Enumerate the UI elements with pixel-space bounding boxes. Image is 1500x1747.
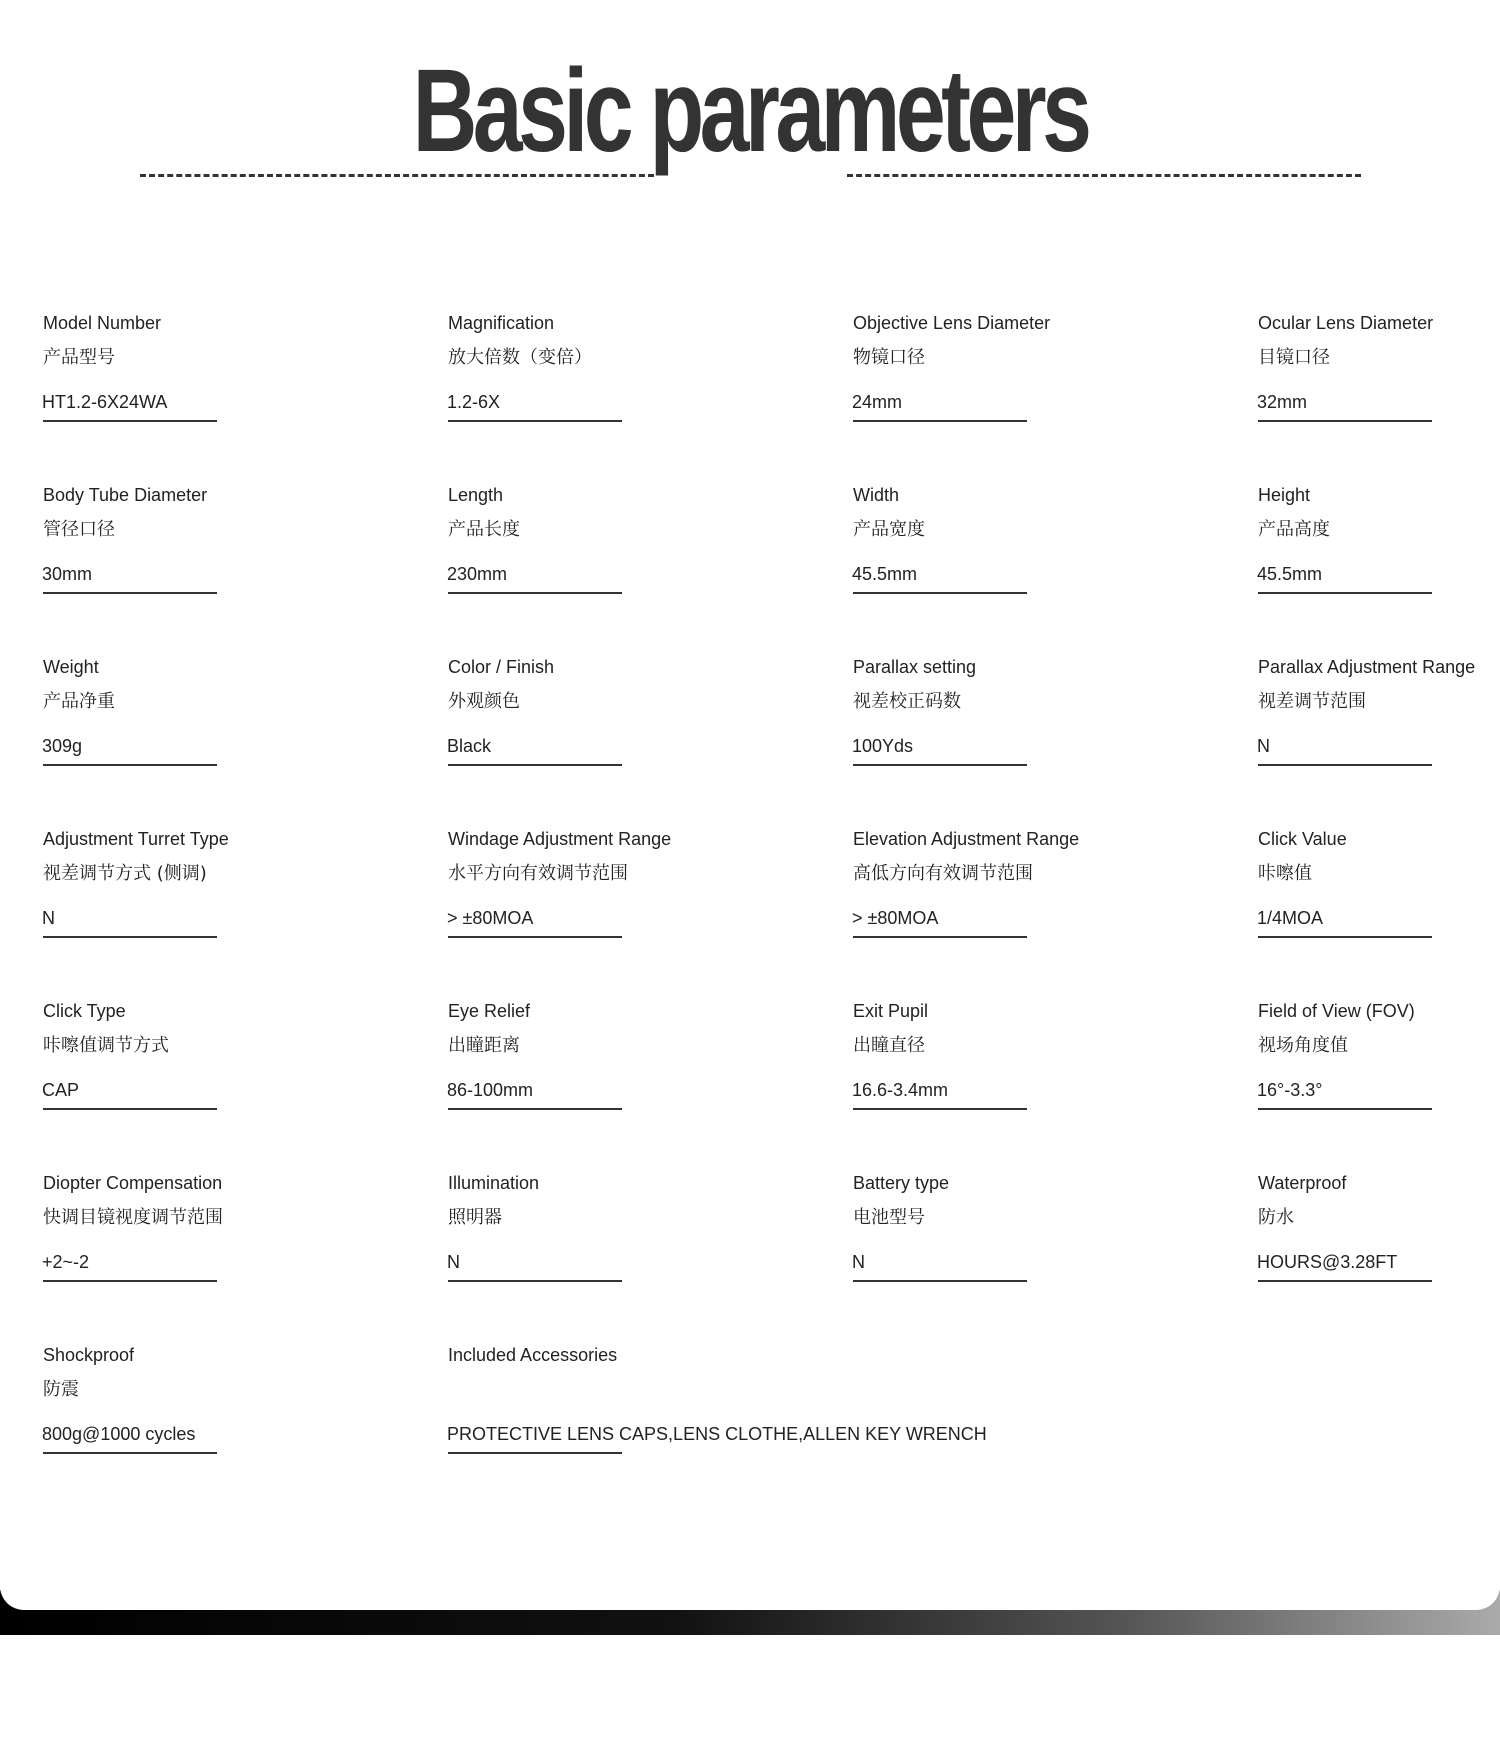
- parameter-value: N: [852, 1252, 865, 1272]
- parameter-name-en: Click Type: [43, 1001, 126, 1021]
- parameter-name-cn: 目镜口径: [1258, 347, 1330, 368]
- value-underline: [43, 420, 217, 422]
- value-underline: [1258, 1280, 1432, 1282]
- parameter-name-cn: 咔嚓值调节方式: [43, 1035, 169, 1056]
- parameter-value: 800g@1000 cycles: [42, 1424, 196, 1444]
- parameter-name-cn: 防震: [43, 1379, 79, 1400]
- value-underline: [448, 1452, 622, 1454]
- parameter-value: 1/4MOA: [1257, 908, 1324, 928]
- value-underline: [448, 592, 622, 594]
- parameter-name-en: Parallax Adjustment Range: [1258, 657, 1476, 677]
- title-divider-left: [140, 174, 654, 177]
- parameter-name-cn: 水平方向有效调节范围: [448, 863, 628, 884]
- parameter-value: HOURS@3.28FT: [1257, 1252, 1398, 1272]
- value-underline: [448, 1108, 622, 1110]
- title-divider-right: [847, 174, 1361, 177]
- value-underline: [853, 764, 1027, 766]
- parameter-name-cn: 产品长度: [448, 519, 520, 540]
- parameter-name-cn: 防水: [1258, 1207, 1294, 1228]
- parameter-value: CAP: [42, 1080, 80, 1100]
- parameter-value: > ±80MOA: [447, 908, 534, 928]
- parameter-value: PROTECTIVE LENS CAPS,LENS CLOTHE,ALLEN KEY WRENCH: [447, 1424, 987, 1444]
- parameter-name-cn: 出瞳直径: [853, 1035, 925, 1056]
- value-underline: [1258, 1108, 1432, 1110]
- parameter-value: 45.5mm: [852, 564, 918, 584]
- parameter-value: 309g: [42, 736, 83, 756]
- parameter-value: 45.5mm: [1257, 564, 1323, 584]
- parameter-value: > ±80MOA: [852, 908, 939, 928]
- value-underline: [448, 1280, 622, 1282]
- parameter-name-cn: 放大倍数（变倍）: [448, 347, 592, 368]
- parameter-name-en: Battery type: [853, 1173, 950, 1193]
- parameter-name-cn: 快调目镜视度调节范围: [43, 1207, 223, 1228]
- parameter-name-cn: 产品高度: [1258, 519, 1330, 540]
- parameter-value: 16°-3.3°: [1257, 1080, 1323, 1100]
- parameter-name-cn: 照明器: [448, 1207, 502, 1228]
- value-underline: [1258, 592, 1432, 594]
- parameter-name-en: Field of View (FOV): [1258, 1001, 1415, 1021]
- parameter-value: 86-100mm: [447, 1080, 534, 1100]
- parameter-name-en: Waterproof: [1258, 1173, 1347, 1193]
- parameter-name-cn: 出瞳距离: [448, 1035, 520, 1056]
- parameter-name-en: Illumination: [448, 1173, 540, 1193]
- parameter-name-en: Click Value: [1258, 829, 1347, 849]
- parameter-name-en: Elevation Adjustment Range: [853, 829, 1080, 849]
- parameter-value: 32mm: [1257, 392, 1308, 412]
- parameter-name-en: Shockproof: [43, 1345, 135, 1365]
- value-underline: [43, 936, 217, 938]
- parameter-value: HT1.2-6X24WA: [42, 392, 168, 412]
- value-underline: [853, 936, 1027, 938]
- parameter-value: Black: [447, 736, 492, 756]
- value-underline: [43, 1280, 217, 1282]
- value-underline: [43, 1108, 217, 1110]
- parameter-name-cn: 产品净重: [43, 691, 115, 712]
- value-underline: [1258, 764, 1432, 766]
- value-underline: [853, 420, 1027, 422]
- value-underline: [853, 1108, 1027, 1110]
- value-underline: [1258, 936, 1432, 938]
- parameter-value: 24mm: [852, 392, 903, 412]
- parameter-name-cn: 高低方向有效调节范围: [853, 863, 1033, 884]
- value-underline: [43, 1452, 217, 1454]
- parameter-value: 30mm: [42, 564, 93, 584]
- parameter-value: N: [1257, 736, 1270, 756]
- parameter-value: 16.6-3.4mm: [852, 1080, 949, 1100]
- parameter-name-en: Model Number: [43, 313, 162, 333]
- parameter-name-cn: 视差校正码数: [853, 691, 961, 712]
- value-underline: [43, 592, 217, 594]
- parameter-name-en: Body Tube Diameter: [43, 485, 208, 505]
- value-underline: [43, 764, 217, 766]
- parameter-value: 1.2-6X: [447, 392, 501, 412]
- parameter-name-cn: 管径口径: [43, 519, 115, 540]
- content-panel-bottom: [0, 1560, 1500, 1610]
- parameter-value: 100Yds: [852, 736, 914, 756]
- parameter-name-en: Width: [853, 485, 900, 505]
- parameter-name-cn: 视差调节方式 (侧调): [43, 863, 207, 884]
- parameter-value: +2~-2: [42, 1252, 90, 1272]
- parameter-name-en: Parallax setting: [853, 657, 977, 677]
- parameter-name-cn: 视差调节范围: [1258, 691, 1366, 712]
- parameter-name-cn: 外观颜色: [448, 691, 520, 712]
- parameter-name-cn: 电池型号: [853, 1207, 925, 1228]
- parameter-value: N: [447, 1252, 460, 1272]
- value-underline: [1258, 420, 1432, 422]
- parameter-name-en: Windage Adjustment Range: [448, 829, 672, 849]
- parameter-name-en: Length: [448, 485, 504, 505]
- parameter-name-en: Included Accessories: [448, 1345, 618, 1365]
- page-title: Basic parameters: [412, 45, 1088, 177]
- parameter-value: 230mm: [447, 564, 508, 584]
- parameter-name-en: Weight: [43, 657, 99, 677]
- value-underline: [853, 592, 1027, 594]
- value-underline: [853, 1280, 1027, 1282]
- parameter-name-en: Color / Finish: [448, 657, 555, 677]
- parameter-name-en: Objective Lens Diameter: [853, 313, 1051, 333]
- value-underline: [448, 764, 622, 766]
- parameter-name-cn: 物镜口径: [853, 347, 925, 368]
- parameter-name-en: Magnification: [448, 313, 555, 333]
- parameter-name-cn: 视场角度值: [1258, 1035, 1348, 1056]
- parameter-name-cn: 咔嚓值: [1258, 863, 1312, 884]
- parameter-name-en: Diopter Compensation: [43, 1173, 223, 1193]
- parameter-value: N: [42, 908, 55, 928]
- parameter-name-cn: 产品型号: [43, 347, 115, 368]
- parameter-name-cn: 产品宽度: [853, 519, 925, 540]
- parameter-name-en: Eye Relief: [448, 1001, 531, 1021]
- value-underline: [448, 420, 622, 422]
- parameter-name-en: Height: [1258, 485, 1311, 505]
- parameter-name-en: Adjustment Turret Type: [43, 829, 229, 849]
- parameter-name-en: Exit Pupil: [853, 1001, 929, 1021]
- value-underline: [448, 936, 622, 938]
- parameter-name-en: Ocular Lens Diameter: [1258, 313, 1434, 333]
